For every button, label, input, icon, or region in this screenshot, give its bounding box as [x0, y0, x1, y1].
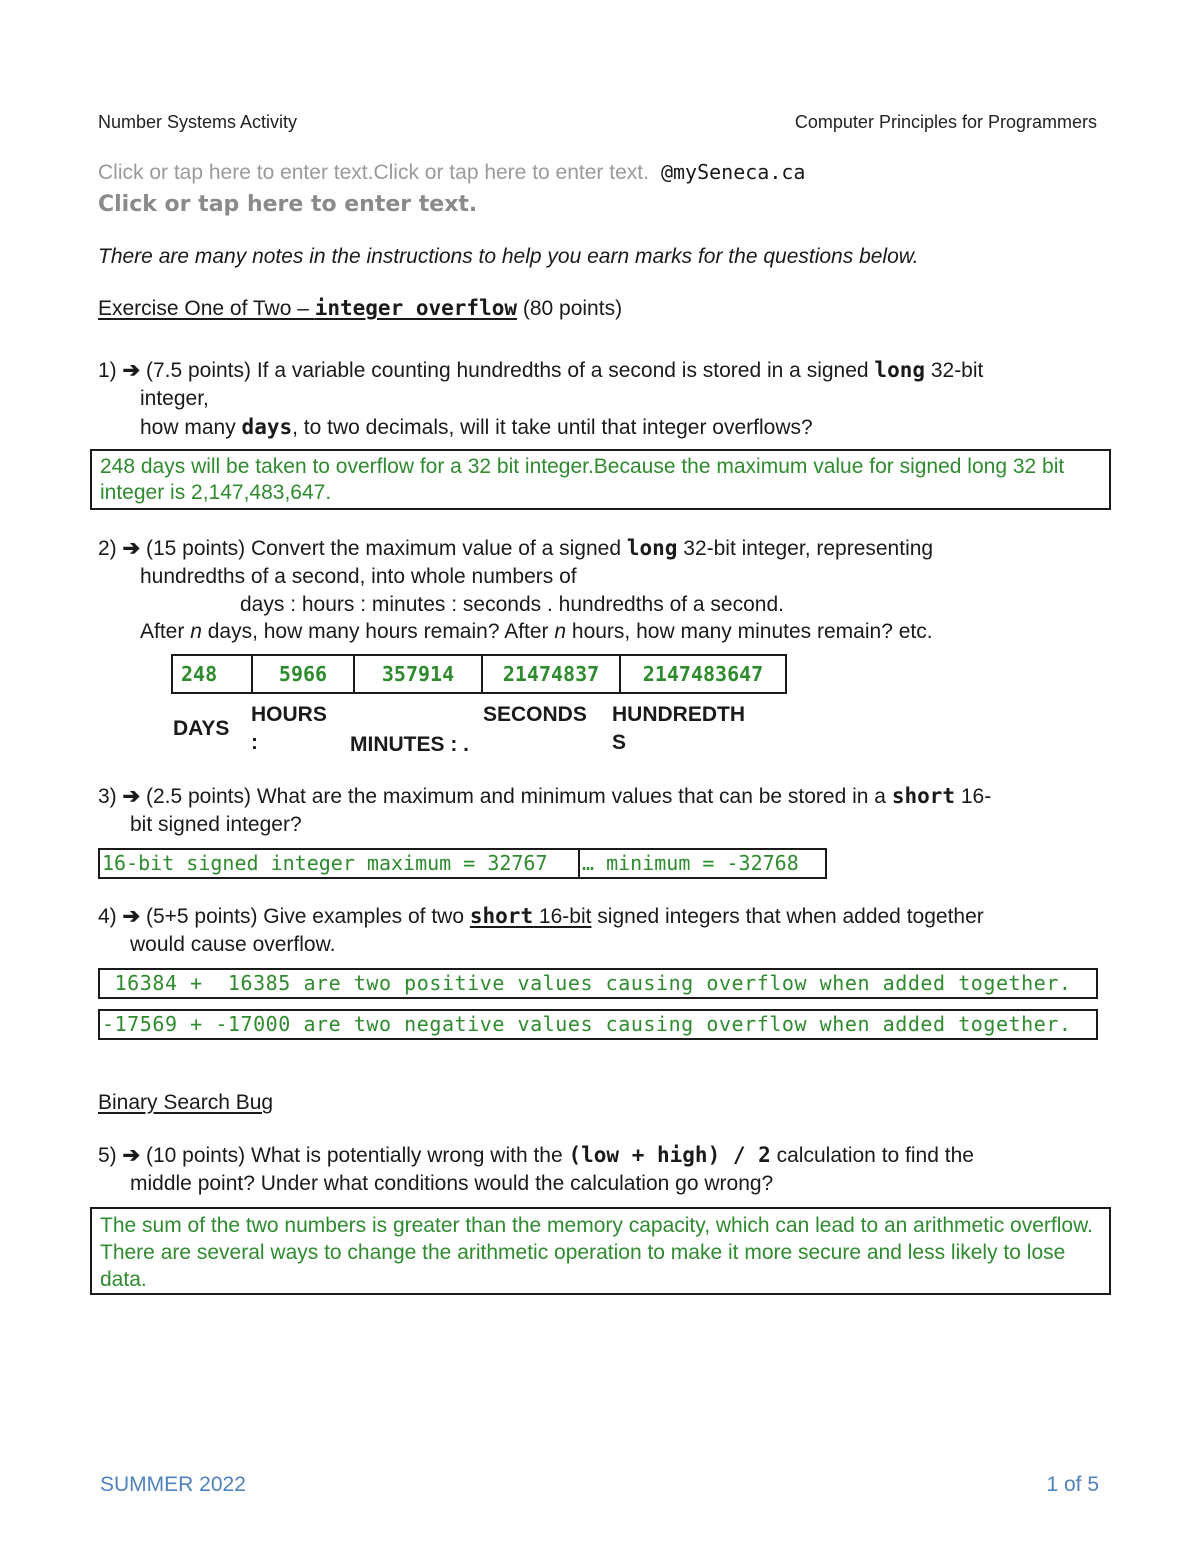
seconds-cell[interactable]: 21474837 [482, 655, 620, 693]
header-right: Computer Principles for Programmers [794, 112, 1097, 132]
q2-text-b: 32-bit integer, representing [677, 537, 934, 560]
footer-term: SUMMER 2022 [100, 1473, 246, 1496]
q3-answer-max[interactable]: 16-bit signed integer maximum = 32767 [98, 848, 580, 879]
arrow-icon: ➔ [122, 785, 141, 808]
q3-answer-min[interactable]: … minimum = -32768 [578, 848, 827, 879]
q2-line4-c: hours, how many minutes remain? etc. [566, 620, 933, 643]
binary-search-title-text: Binary Search Bug [98, 1091, 274, 1114]
q4-text-b: signed integers that when added together [591, 905, 984, 928]
question-2 [98, 534, 1108, 645]
q1-text-b: 32-bit [925, 359, 984, 382]
binary-search-title [98, 1091, 273, 1115]
exercise-title-suffix: (80 points) [517, 297, 623, 320]
exercise-title-prefix: Exercise One of Two – [98, 297, 315, 320]
q2-code: long [626, 536, 678, 560]
q4-answer-positive[interactable]: 16384 + 16385 are two positive values causing overflow when added together. [98, 968, 1098, 999]
q5-number: 5) [98, 1144, 123, 1167]
student-name-line [98, 160, 805, 185]
q1-line3-a: how many [140, 416, 242, 439]
q5-code: (low + high) / 2 [568, 1143, 771, 1167]
q1-answer-box[interactable]: 248 days will be taken to overflow for a 32 bit integer.Because the maximum value for signed long 32 bit integer is 2,147,483,647. [90, 449, 1111, 510]
q4-text-underlined: 16-bit [533, 905, 592, 928]
q5-line2: middle point? Under what conditions would the calculation go wrong? [130, 1172, 774, 1195]
q2-text-a: (15 points) Convert the maximum value of a signed [140, 537, 627, 560]
q2-line4-n2: n [554, 620, 567, 643]
arrow-icon: ➔ [122, 1144, 141, 1167]
hundredths-cell[interactable]: 2147483647 [620, 655, 786, 693]
q3-text-b: 16- [955, 785, 992, 808]
email-suffix: @mySeneca.ca [648, 160, 806, 184]
q1-line3-b: , to two decimals, will it take until that integer overflows? [292, 416, 813, 439]
student-id-placeholder-field[interactable]: Click or tap here to enter text. [98, 192, 478, 217]
q2-line4-a: After [140, 620, 191, 643]
q5-text-b: calculation to find the [770, 1144, 974, 1167]
hours-cell[interactable]: 5966 [252, 655, 354, 693]
q4-answer-negative[interactable]: -17569 + -17000 are two negative values causing overflow when added together. [98, 1009, 1098, 1040]
q4-code: short [469, 904, 534, 928]
label-hours: HOURS [251, 703, 327, 726]
days-cell[interactable]: 248 [172, 655, 252, 693]
q5-text-a: (10 points) What is potentially wrong with the [140, 1144, 569, 1167]
q2-line4-n1: n [190, 620, 202, 643]
q4-number: 4) [98, 905, 123, 928]
q1-line3-bold: days [241, 415, 293, 439]
intro-note: There are many notes in the instructions to help you earn marks for the questions below. [98, 245, 919, 268]
q3-line2: bit signed integer? [130, 813, 302, 836]
q3-text-a: (2.5 points) What are the maximum and minimum values that can be stored in a [140, 785, 892, 808]
q2-number: 2) [98, 537, 123, 560]
label-days: DAYS [173, 717, 230, 740]
minutes-cell[interactable]: 357914 [354, 655, 482, 693]
label-hundredths: HUNDREDTH [612, 703, 745, 726]
header-left: Number Systems Activity [98, 112, 298, 132]
q1-number: 1) [98, 359, 123, 382]
time-breakdown-table [171, 654, 787, 694]
q2-line2: hundredths of a second, into whole numbers of [140, 565, 577, 588]
q3-number: 3) [98, 785, 123, 808]
q4-line2: would cause overflow. [130, 933, 336, 956]
label-hundredths-s: S [612, 731, 627, 754]
q3-code: short [891, 784, 956, 808]
exercise-title [98, 296, 622, 321]
label-seconds: SECONDS [483, 703, 587, 726]
arrow-icon: ➔ [122, 905, 141, 928]
question-4 [98, 902, 1108, 959]
label-minutes: MINUTES : . [350, 733, 469, 756]
q4-text-a: (5+5 points) Give examples of two [140, 905, 470, 928]
q5-answer-box[interactable]: The sum of the two numbers is greater than the memory capacity, which can lead to an arithmetic overflow. There are several ways to change the arithmetic operation to make it more secure and less likely to lose data. [90, 1207, 1111, 1295]
question-3 [98, 782, 1108, 839]
q1-line2: integer, [140, 387, 209, 410]
q1-text-a: (7.5 points) If a variable counting hundredths of a second is stored in a signed [140, 359, 875, 382]
arrow-icon: ➔ [122, 537, 141, 560]
arrow-icon: ➔ [122, 359, 141, 382]
q2-line3: days : hours : minutes : seconds . hundredths of a second. [240, 593, 784, 616]
q1-code: long [874, 358, 925, 382]
label-hours-colon: : [251, 731, 258, 754]
footer-page-number: 1 of 5 [1046, 1473, 1099, 1496]
exercise-title-bold: integer overflow [314, 296, 518, 320]
question-1 [98, 356, 1108, 442]
name-placeholder-field[interactable]: Click or tap here to enter text.Click or tap here to enter text. [98, 161, 649, 184]
question-5 [98, 1141, 1108, 1198]
q2-line4-b: days, how many hours remain? After [201, 620, 555, 643]
